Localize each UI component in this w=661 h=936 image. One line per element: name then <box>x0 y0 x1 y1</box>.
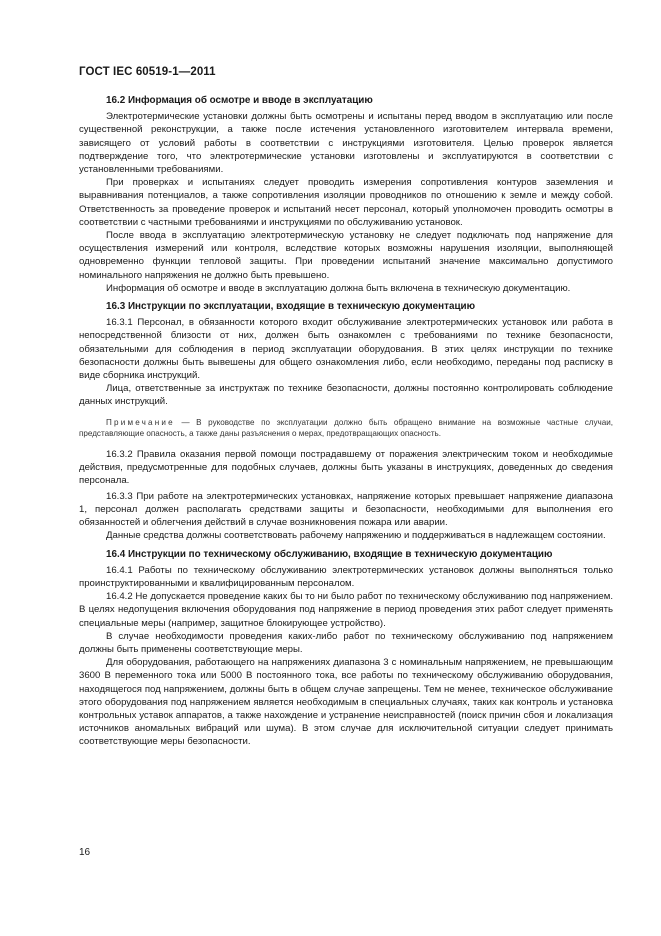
paragraph: 16.3.3 При работе на электротермических установках, напряжение которых превышает напряжение диапазона 1, персонал должен располагать средствами защиты и безопасности, необходимыми для выполнения его обязанностей и облегчения действий в случае возникновения пожара или аварии. <box>79 490 613 529</box>
paragraph: В случае необходимости проведения каких-либо работ по техническому обслуживанию под напряжением должны быть применены соответствующие меры. <box>79 630 613 655</box>
paragraph: После ввода в эксплуатацию электротермическую установку не следует подключать под напряжение для осуществления измерений или контроля, вследствие которых возможны нарушения изоляции, выполняющей одновременно функции тепловой защиты. При проведении испытаний значение максимально допустимого номинального напряжения не должно быть превышено. <box>79 230 613 281</box>
paragraph: 16.3.1 Персонал, в обязанности которого входит обслуживание электротермических установок или работа в непосредственной близости от них, должен быть ознакомлен с требованиями по технике безопасности, обязательными для соблюдения в период эксплуатации оборудования. В этих целях инструкции по технике безопасности должны быть вывешены для общего ознакомления либо, если необходимо, переданы под расписку в виде сборника инструкций. <box>79 317 613 382</box>
paragraph: Данные средства должны соответствовать рабочему напряжению и поддерживаться в надлежащем состоянии. <box>106 530 606 542</box>
paragraph: Лица, ответственные за инструктаж по технике безопасности, должны постоянно контролировать соблюдение данных инструкций. <box>79 383 613 408</box>
paragraph: 16.3.2 Правила оказания первой помощи пострадавшему от поражения электрическим током и необходимые действия, предусмотренные для подобных случаев, должны быть указаны в инструкциях, доведенных до сведения персонала. <box>79 449 613 487</box>
section-heading-16-3: 16.3 Инструкции по эксплуатации, входящие в техническую документацию <box>106 301 476 313</box>
paragraph: 16.4.1 Работы по техническому обслуживанию электротермических установок должны выполняться только проинструктированными и квалифицированным персоналом. <box>79 564 613 589</box>
note-text: — В руководстве по эксплуатации должно быть обращено внимание на возможные частные случаи, представляющие опасность, а также даны разъяснения о мерах, предотвращающих опасность. <box>79 417 613 438</box>
paragraph: Информация об осмотре и вводе в эксплуатацию должна быть включена в техническую документацию. <box>106 282 571 294</box>
note <box>79 417 613 439</box>
paragraph: 16.4.2 Не допускается проведение каких бы то ни было работ по техническому обслуживанию под напряжением. В целях недопущения включения оборудования под напряжение в период проведения этих работ следует применять специальные меры (например, защитное блокирующее устройство). <box>79 591 613 629</box>
page-number: 16 <box>79 847 91 858</box>
paragraph: При проверках и испытаниях следует проводить измерения сопротивления контуров заземления и выравнивания потенциалов, а также сопротивления изоляции проводников по отношению к земле и между собой. Ответственность за проведение проверок и испытаний несет персонал, который уполномочен проводить осмотры в соответствии с частными требованиями и инструкциями по обслуживанию установок. <box>79 177 613 228</box>
paragraph: Для оборудования, работающего на напряжениях диапазона 3 с номинальным напряжением, не превышающим 3600 В переменного тока или 5000 В постоянного тока, все работы по техническому обслуживанию оборудования, находящегося под напряжением, должны быть в общем случае запрещены. Тем не менее, техническое обслуживание этого оборудования под напряжением является необходимым в специальных случаях, таких как контроль и установка контрольных уставок аппаратов, а также нахождение и устранение неисправностей (поиск причин сбоя и локализация источников аномальных вибраций или шума). В этом случае для исключительной ситуации следует принимать соответствующие меры безопасности. <box>79 657 613 748</box>
paragraph: Электротермические установки должны быть осмотрены и испытаны перед вводом в эксплуатацию или после существенной реконструкции, а также после истечения установленного изготовителем интервала времени, зависящего от условий работы в соответствии с инструкциями изготовителя. Целью проверок является подтверждение того, что электротермические установки изготовлены и эксплуатируются в соответствии с установленными требованиями. <box>79 111 613 176</box>
document-body <box>79 94 613 749</box>
section-heading-16-4: 16.4 Инструкции по техническому обслуживанию, входящие в техническую документацию <box>106 548 553 560</box>
section-heading-16-2: 16.2 Информация об осмотре и вводе в эксплуатацию <box>106 95 373 106</box>
note-label: Примечание <box>106 417 175 427</box>
document-header: ГОСТ IEC 60519-1—2011 <box>79 66 216 78</box>
